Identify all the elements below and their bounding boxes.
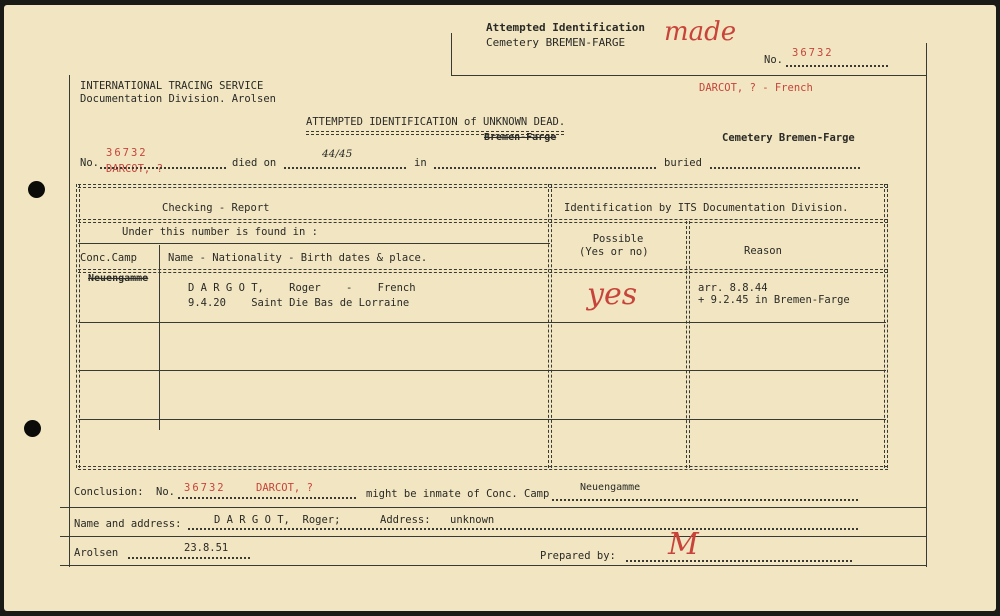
no-label: No. [80,157,99,169]
dotted-line [100,167,226,169]
cemetery-label: Cemetery Bremen-Farge [722,132,855,144]
top-box-title: Attempted Identification [486,21,645,34]
col-possible-sub: (Yes or no) [579,246,649,258]
prepared-label: Prepared by: [540,550,616,562]
footer-date: 23.8.51 [184,542,229,554]
conclusion-no-label: No. [156,486,175,498]
title-sub: Bremen-Farge [484,132,557,143]
col-possible-header: Possible [592,233,644,245]
section-divider [60,507,926,508]
reason-death: + 9.2.45 in Bremen-Farge [698,294,850,306]
top-box-right-border [926,43,927,75]
name-note: DARCOT, ? - French [699,82,813,94]
signature: M [668,527,699,562]
org-name: INTERNATIONAL TRACING SERVICE [80,80,264,92]
row-name-line1: D A R G O T, Roger - French [188,282,416,294]
table-top-border [78,184,888,188]
frame-right [926,75,927,567]
possible-divider [686,221,690,468]
table-bottom-border [78,466,888,470]
punch-hole [28,181,45,198]
col-camp-header: Conc.Camp [80,252,137,264]
table-left-border [76,184,80,468]
punch-hole [24,420,41,437]
name-address-name: D A R G O T, Roger; [214,514,341,526]
dotted-line [128,557,250,559]
dotted-line [552,499,858,501]
top-no-value: 36732 [792,47,834,59]
checking-header: Checking - Report [162,202,270,214]
column-header-divider [78,269,888,273]
found-in-label: Under this number is found in : [122,226,318,238]
name-address-label: Name and address: [74,518,182,530]
row-camp: Neuengamme [88,273,149,284]
identification-card [4,5,996,611]
found-in-divider [78,243,550,244]
no-value: 36732 [106,147,148,159]
conclusion-camp: Neuengamme [580,482,641,493]
table-mid-divider [548,184,552,468]
row-name-line2: 9.4.20 Saint Die Bas de Lorraine [188,297,410,309]
no-name: DARCOT, ? [106,163,163,175]
top-box-bottom-border [451,75,927,76]
possible-yes: yes [587,277,638,312]
ident-header: Identification by ITS Documentation Division. [564,202,849,214]
dotted-line [434,167,656,169]
top-box-left-border [451,33,452,75]
row-divider [78,322,886,323]
row-divider [78,419,886,420]
dotted-line [188,528,858,530]
address-value: unknown [450,514,495,526]
conclusion-name: DARCOT, ? [256,482,313,494]
conclusion-no-value: 36732 [184,482,226,494]
frame-bottom [60,565,926,566]
page-title: ATTEMPTED IDENTIFICATION of UNKNOWN DEAD. [306,116,566,128]
address-label: Address: [380,514,431,526]
frame-left [69,75,70,567]
dotted-line [626,560,852,562]
conclusion-label: Conclusion: [74,486,144,498]
col-reason-header: Reason [744,245,782,257]
top-box-cemetery: Cemetery BREMEN-FARGE [486,36,626,49]
made-annotation: made [664,17,737,47]
header-divider [78,219,888,223]
buried-label: buried [664,157,702,169]
section-divider [60,536,926,537]
footer-place: Arolsen [74,547,119,559]
org-division: Documentation Division. Arolsen [80,93,276,105]
reason-arrival: arr. 8.8.44 [698,282,768,294]
col-name-header: Name - Nationality - Birth dates & place. [168,252,428,264]
dotted-line [178,497,356,499]
top-no-label: No. [764,54,783,66]
dotted-line [284,167,406,169]
dotted-line [710,167,860,169]
died-value: 44/45 [322,148,353,160]
row-divider [78,370,886,371]
table-right-border [884,184,888,468]
dotted-line [786,65,888,67]
died-label: died on [232,157,277,169]
conclusion-text: might be inmate of Conc. Camp [366,488,550,500]
in-label: in [414,157,427,169]
